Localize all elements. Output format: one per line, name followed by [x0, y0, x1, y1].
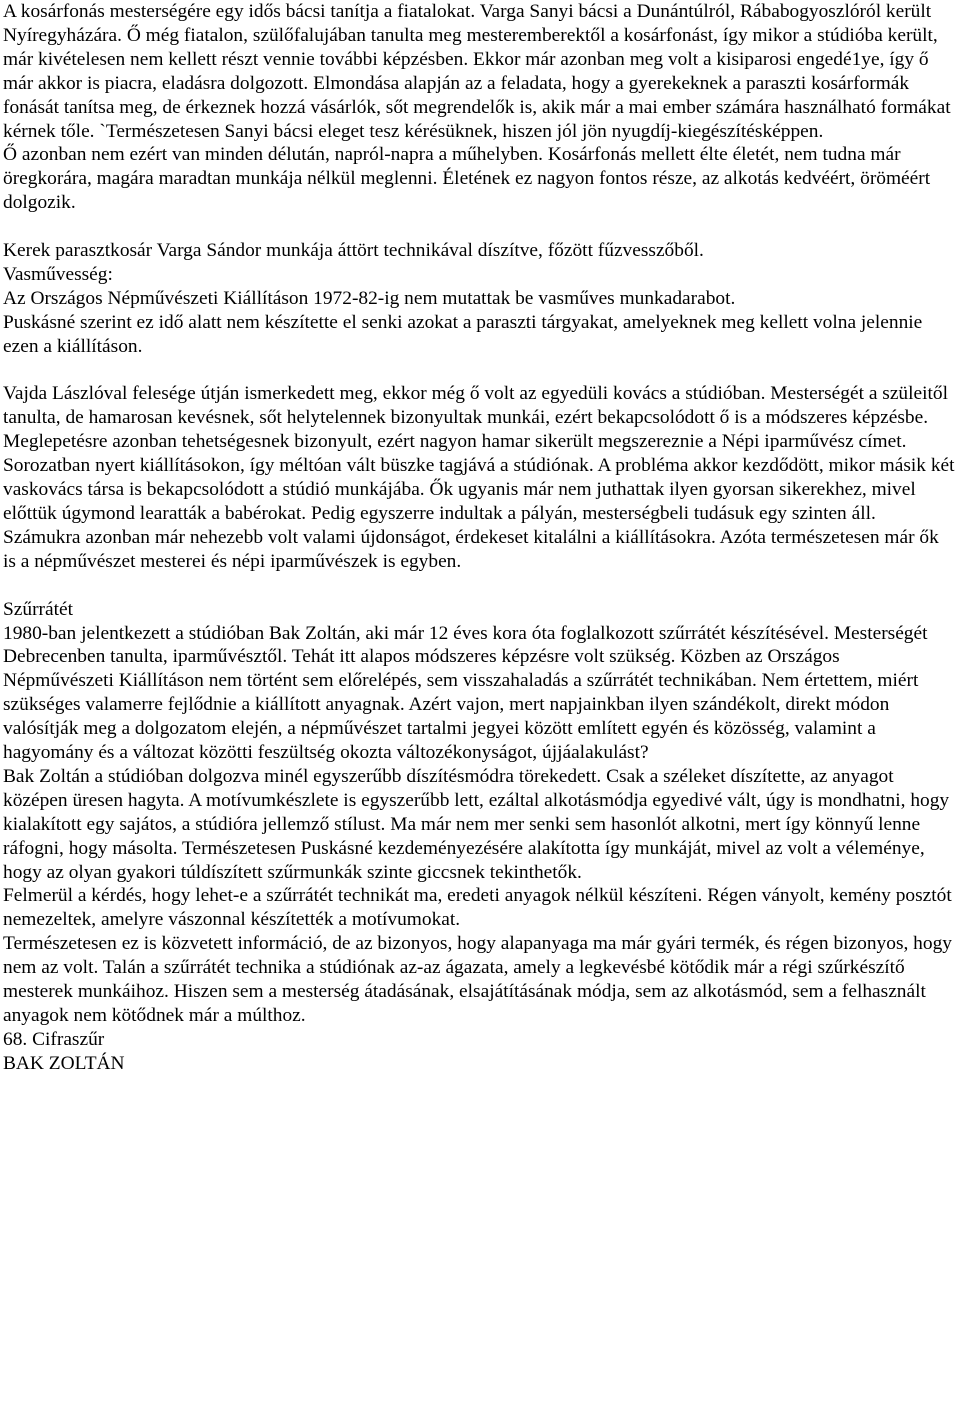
- basket-caption: Kerek parasztkosár Varga Sándor munkája áttört technikával díszítve, főzött fűzvesszőből.: [3, 240, 704, 262]
- figure-caption-number: 68. Cifraszűr: [3, 1028, 105, 1050]
- vajda-paragraph: Vajda Lászlóval felesége útján ismerkedett meg, ekkor még ő volt az egyedüli kovács a stúdióban. Mesterségét a szüleitől tanulta, de hamarosan kevésnek, sőt helytelennek bizonyultak munkái, ezért bekapcsolódott ő is a módszeres képzésbe. Meglepetésre azonban tehetségesnek bizonyult, ezért nagyon hamar sikerült megszereznie a Népi iparművész címet. Sorozatban nyert kiállításokon, így méltóan vált büszke tagjává a stúdiónak. A probléma akkor kezdődött, mikor másik két vaskovács társa is bekapcsolódott a stúdió munkájába. Ők ugyanis már nem juthattak ilyen gyorsan sikerekhez, mivel előttük úgymond learatták a babérokat. Pedig egyszerre indultak a pályán, mesterségbeli tudásuk egy szinten áll. Számukra azonban már nehezebb volt valami újdonságot, érdekeset kitalálni a kiállításokra. Azóta természetesen már ők is a népművészet mesterei és népi iparművészek is egyben.: [3, 383, 955, 572]
- iron-paragraph-1: Az Országos Népművészeti Kiállításon 1972-82-ig nem mutattak be vasműves munkadarabot.: [3, 287, 736, 309]
- intro-paragraph: A kosárfonás mesterségére egy idős bácsi tanítja a fiatalokat. Varga Sanyi bácsi a Dunántúlról, Rábabogyoszlóról került Nyíregyházára. Ő még fiatalon, szülőfalujában tanulta meg mesteremberektől a kosárfonást, így mikor a stúdióba került, már kivételesen nem kellett részt vennie további képzésben. Ekkor már azonban meg volt a kisiparosi engedé1ye, így ő már akkor is piacra, eladásra dolgozott. Elmondása alapján az a feladata, hogy a gyerekeknek a paraszti kosárformák fonását tanítsa meg, de érkeznek hozzá vásárlók, sőt megrendelők is, akik már a mai ember számára használható formákat kérnek tőle. `Természetesen Sanyi bácsi eleget tesz kérésüknek, hiszen jól jön nyugdíj-kiegészítésképpen.: [3, 1, 951, 142]
- iron-paragraph-2: Puskásné szerint ez idő alatt nem készítette el senki azokat a paraszti tárgyakat, amelyeknek meg kellett volna jelennie ezen a kiállításon.: [3, 311, 923, 357]
- figure-caption-author: BAK ZOLTÁN: [3, 1052, 125, 1074]
- felt-paragraph-4: Természetesen ez is közvetett információ, de az bizonyos, hogy alapanyaga ma már gyári termék, és régen bizonyos, hogy nem az volt. Talán a szűrrátét technika a stúdiónak az-az ágazata, amely a legkevésbé kötődik már a régi szűrkészítő mesterek munkáihoz. Hiszen sem a mesterség átadásának, elsajátításának módja, sem az alkotásmód, sem a felhasznált anyagok nem kötődnek már a múlthoz.: [3, 933, 952, 1027]
- felt-paragraph-1: 1980-ban jelentkezett a stúdióban Bak Zoltán, aki már 12 éves kora óta foglalkozott szűrrátét készítésével. Mesterségét Debrecenben tanulta, iparművésztől. Tehát itt alapos módszeres képzésre volt szükség. Közben az Országos Népművészeti Kiállításon nem történt sem előrelépés, sem visszahaladás a szűrrátét technikában. Nem értettem, miért szükséges valamerre fejlődnie a kiállított anyagnak. Azért vajon, mert napjainkban ilyen szándékolt, direkt módon valósítják meg a dolgozatom elején, a népművészet tartalmi jegyei között említett egyén és közösség, valamint a hagyomány és a változat közötti feszültség okozta változékonyságot, újjáalakulást?: [3, 622, 928, 764]
- spacer: [3, 574, 955, 598]
- intro-paragraph-2: Ő azonban nem ezért van minden délután, napról-napra a műhelyben. Kosárfonás mellett élte életét, nem tudna már öregkorára, magára maradtan munkája nélkül meglenni. Életének ez nagyon fontos része, az alkotás kedvéért, öröméért dolgozik.: [3, 144, 931, 214]
- felt-paragraph-3: Felmerül a kérdés, hogy lehet-e a szűrrátét technikát ma, eredeti anyagok nélkül készíteni. Régen ványolt, kemény posztót nemezeltek, amelyre vászonnal készítették a motívumokat.: [3, 885, 952, 931]
- section-heading-felt: Szűrrátét: [3, 598, 73, 620]
- section-heading-iron: Vasművesség:: [3, 263, 113, 285]
- spacer: [3, 359, 955, 383]
- felt-paragraph-2: Bak Zoltán a stúdióban dolgozva minél egyszerűbb díszítésmódra törekedett. Csak a széleket díszítette, az anyagot középen üresen hagyta. A motívumkészlete is egyszerűbb lett, ezáltal alkotásmódja egyedivé vált, úgy is mondhatni, hogy kialakított egy sajátos, a stúdióra jellemző stílust. Ma már nem mer senki sem hasonlót alkotni, mert így könnyű lenne ráfogni, hogy másolta. Természetesen Puskásné kezdeményezésére alakította így munkáját, mivel az volt a véleménye, hogy az olyan gyakori túldíszített szűrmunkák szinte giccsnek tekinthetők.: [3, 765, 950, 883]
- document-page: [3, 0, 955, 1076]
- spacer: [3, 215, 955, 239]
